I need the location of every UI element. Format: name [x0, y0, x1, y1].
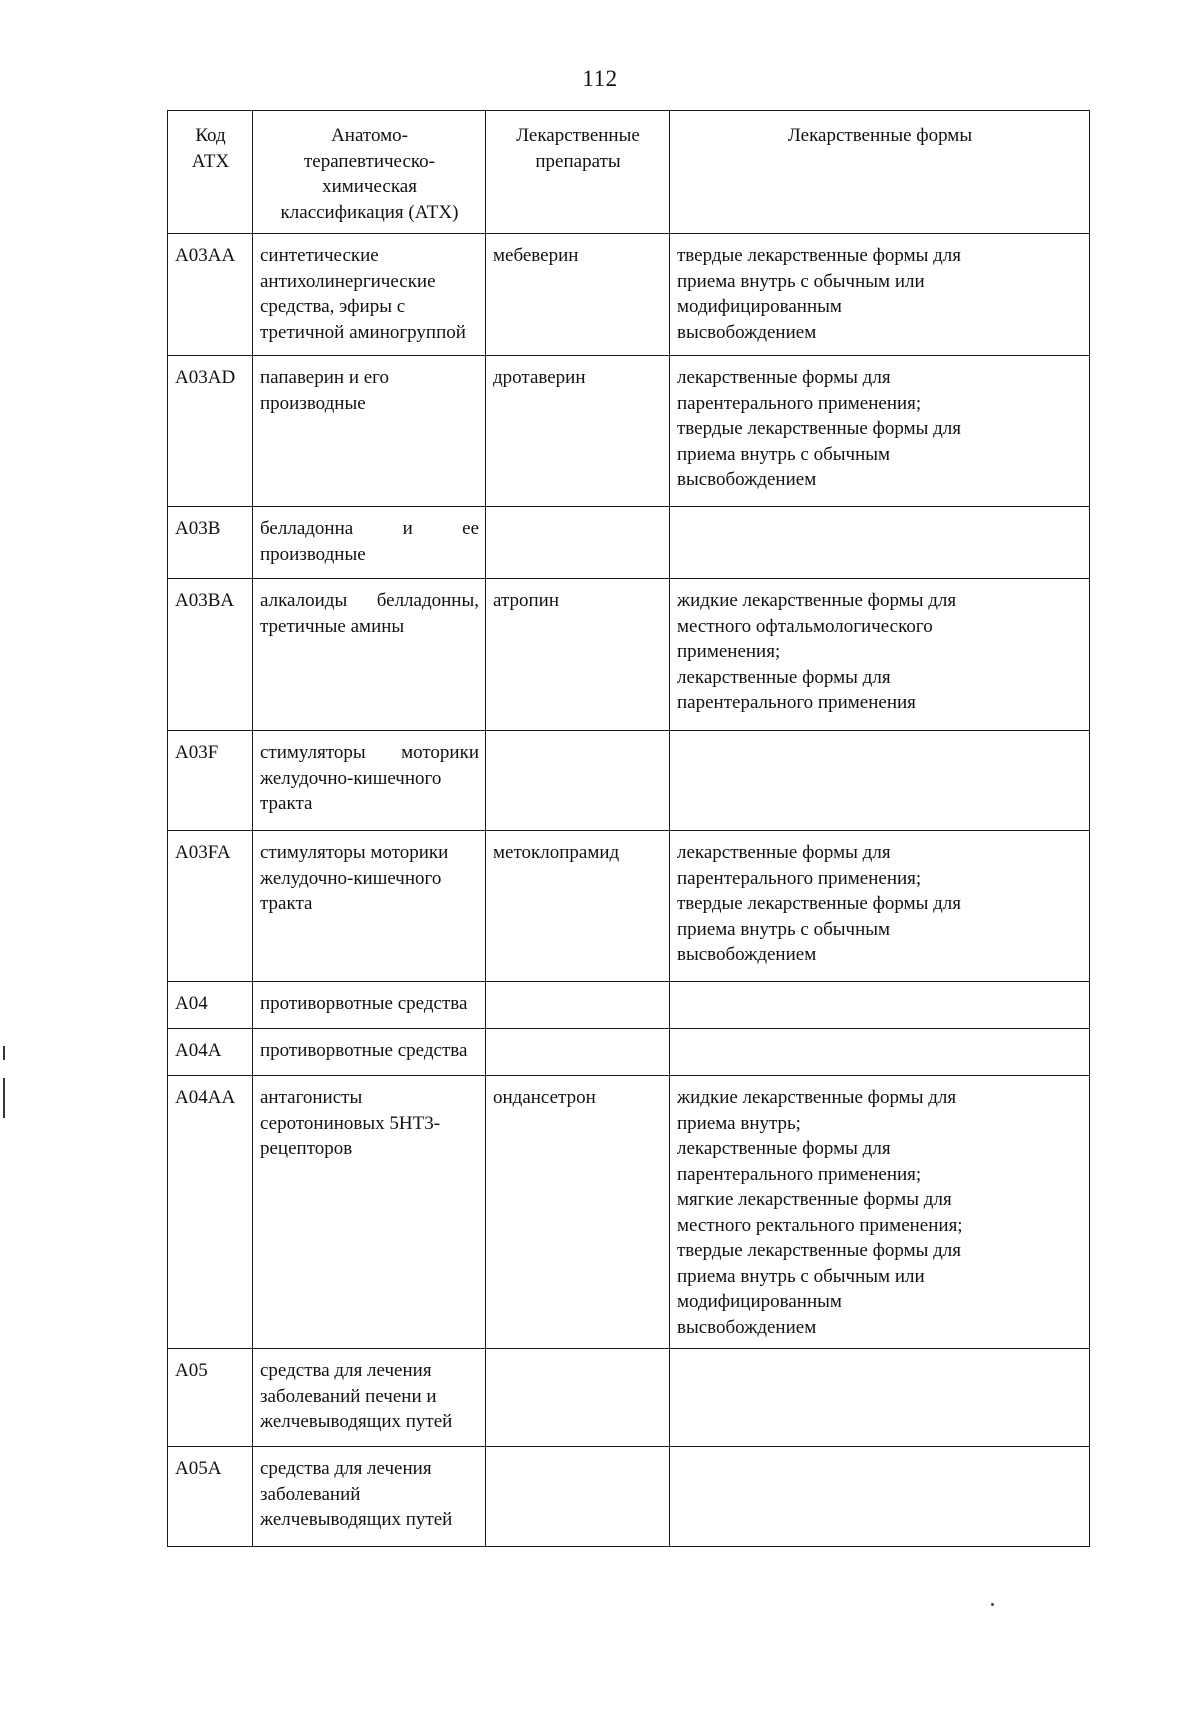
header-code: Код АТХ	[168, 111, 253, 234]
cell-drug	[486, 731, 670, 831]
table-header-row	[168, 111, 1090, 234]
table-row	[168, 1076, 1090, 1349]
cell-classification: противорвотные средства	[253, 982, 486, 1029]
cell-code: A04A	[168, 1029, 253, 1076]
cell-code: A03F	[168, 731, 253, 831]
header-classification: Анатомо- терапевтическо- химическая классификация (АТХ)	[253, 111, 486, 234]
header-forms: Лекарственные формы	[670, 111, 1090, 234]
cell-drug: ондансетрон	[486, 1076, 670, 1349]
cell-drug: мебеверин	[486, 234, 670, 356]
cell-drug: метоклопрамид	[486, 831, 670, 982]
cell-classification: папаверин и его производные	[253, 356, 486, 507]
cell-forms: твердые лекарственные формы для приема внутрь с обычным или модифицированным высвобождением	[670, 234, 1090, 356]
cell-forms: лекарственные формы для парентерального применения; твердые лекарственные формы для приема внутрь с обычным высвобождением	[670, 356, 1090, 507]
cell-code: A04	[168, 982, 253, 1029]
table-row	[168, 234, 1090, 356]
table-row	[168, 982, 1090, 1029]
cell-code: A04AA	[168, 1076, 253, 1349]
cell-code: A05	[168, 1349, 253, 1447]
cell-drug	[486, 1447, 670, 1547]
table-row	[168, 1447, 1090, 1547]
margin-scan-mark	[3, 1046, 5, 1060]
table-row	[168, 356, 1090, 507]
table-row	[168, 507, 1090, 579]
cell-drug	[486, 1029, 670, 1076]
cell-classification: антагонисты серотониновых 5HT3- рецепторов	[253, 1076, 486, 1349]
cell-forms	[670, 1349, 1090, 1447]
cell-classification: средства для лечения заболеваний желчевыводящих путей	[253, 1447, 486, 1547]
cell-forms	[670, 1447, 1090, 1547]
cell-code: A03BA	[168, 579, 253, 731]
cell-classification: средства для лечения заболеваний печени и желчевыводящих путей	[253, 1349, 486, 1447]
table-row	[168, 731, 1090, 831]
cell-forms	[670, 982, 1090, 1029]
margin-scan-mark	[3, 1078, 5, 1118]
cell-drug: дротаверин	[486, 356, 670, 507]
cell-drug	[486, 1349, 670, 1447]
cell-classification: белладонна и ее производные	[253, 507, 486, 579]
cell-classification: стимуляторы моторики желудочно-кишечного тракта	[253, 731, 486, 831]
page-number: 112	[582, 66, 618, 91]
cell-forms	[670, 507, 1090, 579]
cell-classification: стимуляторы моторики желудочно-кишечного тракта	[253, 831, 486, 982]
header-drugs: Лекарственные препараты	[486, 111, 670, 234]
table-row	[168, 831, 1090, 982]
cell-code: A03B	[168, 507, 253, 579]
cell-forms	[670, 1029, 1090, 1076]
cell-drug	[486, 982, 670, 1029]
cell-forms: лекарственные формы для парентерального применения; твердые лекарственные формы для приема внутрь с обычным высвобождением	[670, 831, 1090, 982]
cell-code: A03FA	[168, 831, 253, 982]
cell-code: A03AD	[168, 356, 253, 507]
cell-classification: алкалоиды белладонны, третичные амины	[253, 579, 486, 731]
cell-forms: жидкие лекарственные формы для местного офтальмологического применения; лекарственные формы для парентерального применения	[670, 579, 1090, 731]
cell-forms: жидкие лекарственные формы для приема внутрь; лекарственные формы для парентерального применения; мягкие лекарственные формы для местного ректального применения; твердые лекарственные формы для приема внутрь с обычным или модифицированным высвобождением	[670, 1076, 1090, 1349]
table-row	[168, 579, 1090, 731]
atc-table	[167, 110, 1090, 1547]
cell-forms	[670, 731, 1090, 831]
cell-code: A05A	[168, 1447, 253, 1547]
cell-classification: синтетические антихолинергические средства, эфиры с третичной аминогруппой	[253, 234, 486, 356]
cell-classification: противорвотные средства	[253, 1029, 486, 1076]
cell-code: A03AA	[168, 234, 253, 356]
cell-drug	[486, 507, 670, 579]
cell-drug: атропин	[486, 579, 670, 731]
table-row	[168, 1029, 1090, 1076]
scan-dot	[991, 1603, 994, 1606]
table-row	[168, 1349, 1090, 1447]
